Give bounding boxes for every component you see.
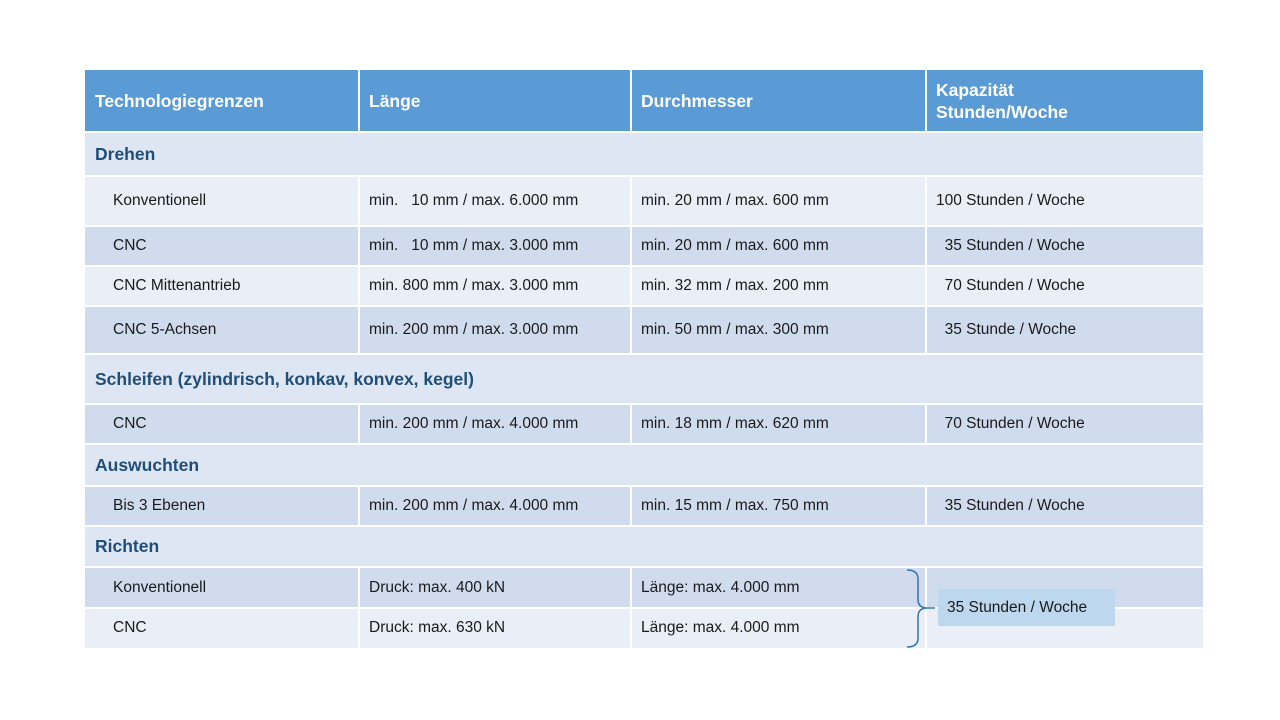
row-name: CNC 5-Achsen: [113, 321, 217, 338]
row-kapazitaet: 35 Stunden / Woche: [936, 497, 1085, 514]
section-title: Auswuchten: [95, 454, 200, 475]
table-row: [85, 486, 1203, 526]
row-divider: [85, 566, 1203, 568]
row-divider: [85, 225, 1203, 227]
row-name: CNC: [113, 237, 147, 254]
column-divider: [925, 404, 927, 444]
header-kapazitaet: Kapazität Stunden/Woche: [936, 80, 1068, 122]
row-durchmesser: min. 20 mm / max. 600 mm: [641, 237, 829, 254]
row-divider: [85, 265, 1203, 267]
row-laenge: min. 200 mm / max. 4.000 mm: [369, 497, 579, 514]
row-durchmesser: Länge: max. 4.000 mm: [641, 619, 800, 636]
row-durchmesser: min. 32 mm / max. 200 mm: [641, 277, 829, 294]
row-durchmesser: min. 15 mm / max. 750 mm: [641, 497, 829, 514]
row-divider: [85, 485, 1203, 487]
row-kapazitaet: 35 Stunden / Woche: [936, 237, 1085, 254]
row-divider: [85, 353, 1203, 355]
section-title: Schleifen (zylindrisch, konkav, konvex, kegel): [95, 368, 474, 389]
column-divider: [630, 70, 632, 132]
column-divider: [358, 404, 360, 444]
row-laenge: Druck: max. 400 kN: [369, 578, 506, 596]
section-auswuchten: [85, 444, 1203, 486]
table-row: [85, 226, 1203, 266]
row-divider: [85, 403, 1203, 405]
row-name: Konventionell: [113, 192, 207, 209]
row-divider: [85, 131, 1203, 133]
row-durchmesser: min. 20 mm / max. 600 mm: [641, 192, 829, 209]
row-durchmesser: Länge: max. 4.000 mm: [641, 578, 800, 596]
section-title: Drehen: [95, 143, 156, 164]
row-kapazitaet: 70 Stunden / Woche: [936, 277, 1085, 294]
table-row: [85, 404, 1203, 444]
row-kapazitaet: 35 Stunde / Woche: [936, 321, 1077, 338]
row-laenge: min. 200 mm / max. 4.000 mm: [369, 415, 579, 432]
row-laenge: min. 800 mm / max. 3.000 mm: [369, 277, 579, 294]
row-durchmesser: min. 50 mm / max. 300 mm: [641, 321, 829, 338]
row-laenge: min. 10 mm / max. 6.000 mm: [369, 192, 579, 209]
row-kapazitaet: 100 Stunden / Woche: [936, 192, 1085, 209]
row-divider: [85, 305, 1203, 307]
richten-kapazitaet-callout: 35 Stunden / Woche: [938, 589, 1115, 626]
section-title: Richten: [95, 536, 160, 556]
section-schleifen: [85, 354, 1203, 404]
column-divider: [925, 70, 927, 132]
column-divider: [925, 486, 927, 526]
row-name: Bis 3 Ebenen: [113, 497, 206, 514]
row-divider: [85, 525, 1203, 527]
table-row: [85, 266, 1203, 306]
header-laenge: Länge: [369, 91, 421, 111]
row-laenge: Druck: max. 630 kN: [369, 619, 506, 636]
row-laenge: min. 200 mm / max. 3.000 mm: [369, 321, 579, 338]
table-row: [85, 306, 1203, 354]
row-kapazitaet: 70 Stunden / Woche: [936, 415, 1085, 432]
row-divider: [85, 175, 1203, 177]
section-richten: [85, 526, 1203, 567]
row-name: CNC: [113, 619, 147, 636]
row-name: CNC: [113, 415, 147, 432]
column-divider: [630, 404, 632, 444]
column-divider: [630, 486, 632, 526]
row-durchmesser: min. 18 mm / max. 620 mm: [641, 415, 829, 432]
column-divider: [358, 70, 360, 132]
row-laenge: min. 10 mm / max. 3.000 mm: [369, 237, 579, 254]
header-durchmesser: Durchmesser: [641, 91, 753, 111]
row-divider: [85, 443, 1203, 445]
row-name: Konventionell: [113, 578, 207, 596]
table-header-row: [85, 70, 1203, 132]
section-drehen: [85, 132, 1203, 176]
column-divider: [358, 486, 360, 526]
table-row: [85, 176, 1203, 226]
row-name: CNC Mittenantrieb: [113, 277, 241, 294]
curly-brace-icon: [905, 569, 937, 649]
header-technologiegrenzen: Technologiegrenzen: [95, 91, 264, 111]
